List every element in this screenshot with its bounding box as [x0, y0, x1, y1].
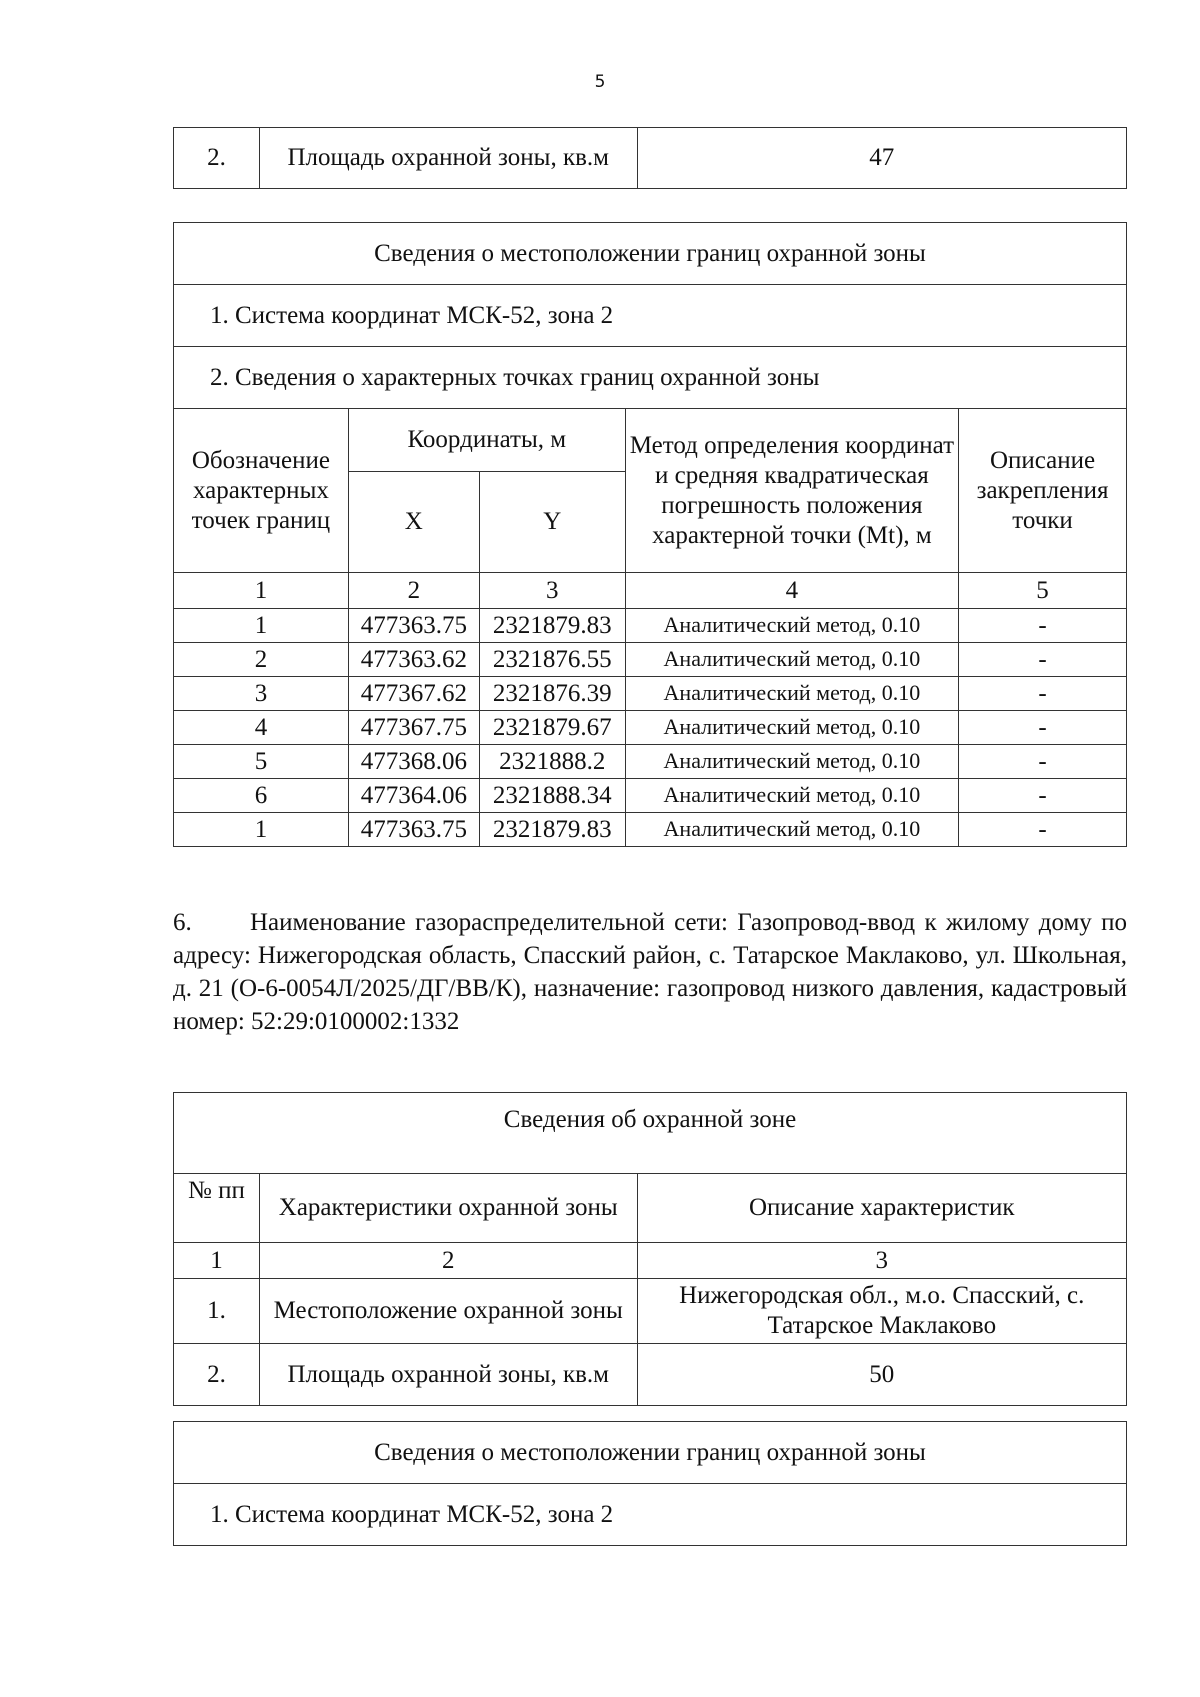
method: Аналитический метод, 0.10 — [625, 677, 958, 711]
area-table-1 — [173, 127, 1127, 189]
coord-y: 2321879.83 — [479, 813, 625, 847]
point-id: 2 — [174, 643, 349, 677]
table-row — [174, 285, 1127, 347]
col-number: 4 — [625, 573, 958, 609]
col-header-num: № пп — [174, 1174, 260, 1243]
method: Аналитический метод, 0.10 — [625, 711, 958, 745]
method: Аналитический метод, 0.10 — [625, 813, 958, 847]
info-table-2 — [173, 1092, 1127, 1406]
point-id: 4 — [174, 711, 349, 745]
area-label: Площадь охранной зоны, кв.м — [259, 128, 637, 189]
characteristic: Местоположение охранной зоны — [259, 1279, 637, 1344]
table-row — [174, 1344, 1127, 1406]
coord-y: 2321879.67 — [479, 711, 625, 745]
row-number: 2. — [174, 128, 260, 189]
col-header-description: Описание закрепления точки — [959, 409, 1127, 573]
col-number: 1 — [174, 1243, 260, 1279]
column-number-row — [174, 573, 1127, 609]
point-id: 5 — [174, 745, 349, 779]
fixing-description: - — [959, 745, 1127, 779]
fixing-description: - — [959, 813, 1127, 847]
table-row — [174, 779, 1127, 813]
boundary-table-1 — [173, 222, 1127, 847]
table-row — [174, 643, 1127, 677]
page-number: 5 — [594, 72, 606, 92]
table-row — [174, 745, 1127, 779]
method: Аналитический метод, 0.10 — [625, 779, 958, 813]
paragraph-number: 6. — [173, 909, 192, 936]
fixing-description: - — [959, 643, 1127, 677]
method: Аналитический метод, 0.10 — [625, 745, 958, 779]
point-id: 1 — [174, 609, 349, 643]
col-header-method: Метод определения координат и средняя квадратическая погрешность положения характерной точки (Mt), м — [625, 409, 958, 573]
fixing-description: - — [959, 711, 1127, 745]
table-title-row — [174, 223, 1127, 285]
column-number-row — [174, 1243, 1127, 1279]
point-id: 3 — [174, 677, 349, 711]
table-row — [174, 1279, 1127, 1344]
table-row — [174, 813, 1127, 847]
characteristic: Площадь охранной зоны, кв.м — [259, 1344, 637, 1406]
col-header-characteristics: Характеристики охранной зоны — [259, 1174, 637, 1243]
point-id: 1 — [174, 813, 349, 847]
method: Аналитический метод, 0.10 — [625, 643, 958, 677]
coord-y: 2321876.39 — [479, 677, 625, 711]
area-value: 47 — [637, 128, 1126, 189]
header-row — [174, 1174, 1127, 1243]
paragraph-text: Наименование газораспределительной сети: Газопровод-ввод к жилому дому по адресу: Нижегородская область, Спасский район, с. Татарское Маклаково, ул. Школьная, д. 21 (О-6-0054Л/2025/ДГ/ВВ/К), назначение: газопровод низкого давления, кадастровый номер: 52:29:0100002:1332 — [173, 909, 1127, 1035]
col-header-y: Y — [479, 472, 625, 573]
boundary-title: Сведения о местоположении границ охранной зоны — [174, 1422, 1127, 1484]
fixing-description: - — [959, 677, 1127, 711]
table-row — [174, 609, 1127, 643]
coord-x: 477367.75 — [348, 711, 479, 745]
boundary-title: Сведения о местоположении границ охранной зоны — [174, 223, 1127, 285]
coord-x: 477363.75 — [348, 609, 479, 643]
characteristic-value: 50 — [637, 1344, 1126, 1406]
col-header-description: Описание характеристик — [637, 1174, 1126, 1243]
col-number: 2 — [259, 1243, 637, 1279]
col-header-x: X — [348, 472, 479, 573]
fixing-description: - — [959, 609, 1127, 643]
table-row — [174, 677, 1127, 711]
coord-y: 2321879.83 — [479, 609, 625, 643]
header-row — [174, 409, 1127, 472]
table-row — [174, 1484, 1127, 1546]
row-number: 2. — [174, 1344, 260, 1406]
table-title-row — [174, 1093, 1127, 1174]
coord-y: 2321888.34 — [479, 779, 625, 813]
col-number: 3 — [637, 1243, 1126, 1279]
points-title: 2. Сведения о характерных точках границ охранной зоны — [174, 347, 1127, 409]
coordinate-system: 1. Система координат МСК-52, зона 2 — [174, 285, 1127, 347]
coord-x: 477367.62 — [348, 677, 479, 711]
col-number: 2 — [348, 573, 479, 609]
coord-x: 477364.06 — [348, 779, 479, 813]
col-number: 3 — [479, 573, 625, 609]
coord-y: 2321888.2 — [479, 745, 625, 779]
coordinate-system: 1. Система координат МСК-52, зона 2 — [174, 1484, 1127, 1546]
characteristic-value: Нижегородская обл., м.о. Спасский, с. Татарское Маклаково — [637, 1279, 1126, 1344]
coord-x: 477363.75 — [348, 813, 479, 847]
row-number: 1. — [174, 1279, 260, 1344]
table-row — [174, 711, 1127, 745]
fixing-description: - — [959, 779, 1127, 813]
point-id: 6 — [174, 779, 349, 813]
table-row — [174, 128, 1127, 189]
col-number: 1 — [174, 573, 349, 609]
network-description — [173, 906, 1127, 1038]
table-row — [174, 347, 1127, 409]
coord-x: 477368.06 — [348, 745, 479, 779]
method: Аналитический метод, 0.10 — [625, 609, 958, 643]
boundary-table-2 — [173, 1421, 1127, 1546]
col-number: 5 — [959, 573, 1127, 609]
coord-y: 2321876.55 — [479, 643, 625, 677]
col-header-designation: Обозначение характерных точек границ — [174, 409, 349, 573]
coord-x: 477363.62 — [348, 643, 479, 677]
col-header-coords: Координаты, м — [348, 409, 625, 472]
table-title-row — [174, 1422, 1127, 1484]
info-title: Сведения об охранной зоне — [174, 1093, 1127, 1174]
